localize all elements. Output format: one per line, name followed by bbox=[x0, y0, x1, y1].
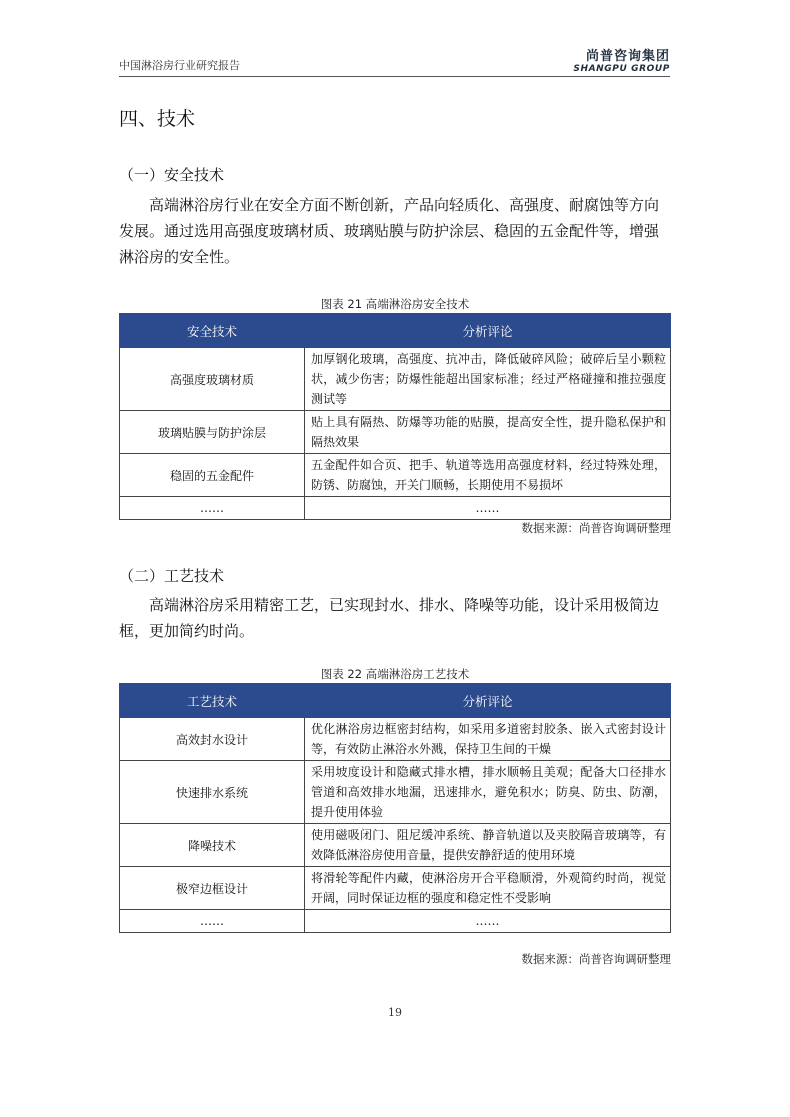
table-header-cell: 安全技术 bbox=[120, 314, 305, 348]
safety-tech-table bbox=[119, 313, 671, 520]
table-header-row bbox=[120, 684, 671, 718]
comment-cell: 采用坡度设计和隐藏式排水槽，排水顺畅且美观；配备大口径排水管道和高效排水地漏，迅速排水，避免积水；防臭、防虫、防潮，提升使用体验 bbox=[305, 761, 671, 824]
ellipsis-cell: …… bbox=[120, 910, 305, 933]
tech-name-cell: 快速排水系统 bbox=[120, 761, 305, 824]
report-title: 中国淋浴房行业研究报告 bbox=[119, 59, 240, 72]
table22-caption: 图表 22 高端淋浴房工艺技术 bbox=[320, 667, 470, 681]
table-header-row bbox=[120, 314, 671, 348]
company-logo bbox=[573, 50, 670, 74]
comment-cell: 五金配件如合页、把手、轨道等选用高强度材料，经过特殊处理，防锈、防腐蚀，开关门顺畅，长期使用不易损坏 bbox=[305, 454, 671, 497]
table-row bbox=[120, 867, 671, 910]
comment-cell: 使用磁吸闭门、阻尼缓冲系统、静音轨道以及夹胶隔音玻璃等，有效降低淋浴房使用音量，提供安静舒适的使用环境 bbox=[305, 824, 671, 867]
ellipsis-cell: …… bbox=[120, 497, 305, 520]
tech-name-cell: 高强度玻璃材质 bbox=[120, 348, 305, 411]
page-header bbox=[119, 50, 670, 77]
tech-name-cell: 极窄边框设计 bbox=[120, 867, 305, 910]
logo-cn-text: 尚普咨询集团 bbox=[585, 49, 670, 64]
tech-name-cell: 玻璃贴膜与防护涂层 bbox=[120, 411, 305, 454]
comment-cell: 优化淋浴房边框密封结构，如采用多道密封胶条、嵌入式密封设计等，有效防止淋浴水外溅，保持卫生间的干燥 bbox=[305, 718, 671, 761]
table-header-cell: 分析评论 bbox=[305, 314, 671, 348]
table-row bbox=[120, 454, 671, 497]
table21-source: 数据来源：尚普咨询调研整理 bbox=[521, 521, 671, 535]
table-row bbox=[120, 761, 671, 824]
table-row bbox=[120, 718, 671, 761]
subsection-safety-title: （一）安全技术 bbox=[119, 166, 225, 184]
table-row bbox=[120, 497, 671, 520]
table-row bbox=[120, 411, 671, 454]
comment-cell: 加厚钢化玻璃，高强度、抗冲击，降低破碎风险；破碎后呈小颗粒状，减少伤害；防爆性能超出国家标准；经过严格碰撞和推拉强度测试等 bbox=[305, 348, 671, 411]
table-header-cell: 工艺技术 bbox=[120, 684, 305, 718]
logo-en-text: SHANGPU GROUP bbox=[573, 64, 670, 74]
craft-tech-table bbox=[119, 683, 671, 933]
comment-cell: 贴上具有隔热、防爆等功能的贴膜，提高安全性，提升隐私保护和隔热效果 bbox=[305, 411, 671, 454]
subsection-craft-title: （二）工艺技术 bbox=[119, 567, 225, 585]
tech-name-cell: 稳固的五金配件 bbox=[120, 454, 305, 497]
ellipsis-cell: …… bbox=[305, 497, 671, 520]
tech-name-cell: 高效封水设计 bbox=[120, 718, 305, 761]
table21-caption: 图表 21 高端淋浴房安全技术 bbox=[320, 297, 470, 311]
page-number: 19 bbox=[388, 1006, 402, 1019]
safety-paragraph: 高端淋浴房行业在安全方面不断创新，产品向轻质化、高强度、耐腐蚀等方向发展。通过选用高强度玻璃材质、玻璃贴膜与防护涂层、稳固的五金配件等，增强淋浴房的安全性。 bbox=[119, 196, 660, 266]
comment-cell: 将滑轮等配件内藏，使淋浴房开合平稳顺滑，外观简约时尚，视觉开阔，同时保证边框的强度和稳定性不受影响 bbox=[305, 867, 671, 910]
table22-source: 数据来源：尚普咨询调研整理 bbox=[521, 952, 671, 966]
table-row bbox=[120, 348, 671, 411]
tech-name-cell: 降噪技术 bbox=[120, 824, 305, 867]
table-row bbox=[120, 824, 671, 867]
ellipsis-cell: …… bbox=[305, 910, 671, 933]
craft-paragraph: 高端淋浴房采用精密工艺，已实现封水、排水、降噪等功能，设计采用极简边框，更加简约时尚。 bbox=[119, 596, 660, 640]
table-row bbox=[120, 910, 671, 933]
section-title: 四、技术 bbox=[119, 108, 196, 130]
table-header-cell: 分析评论 bbox=[305, 684, 671, 718]
